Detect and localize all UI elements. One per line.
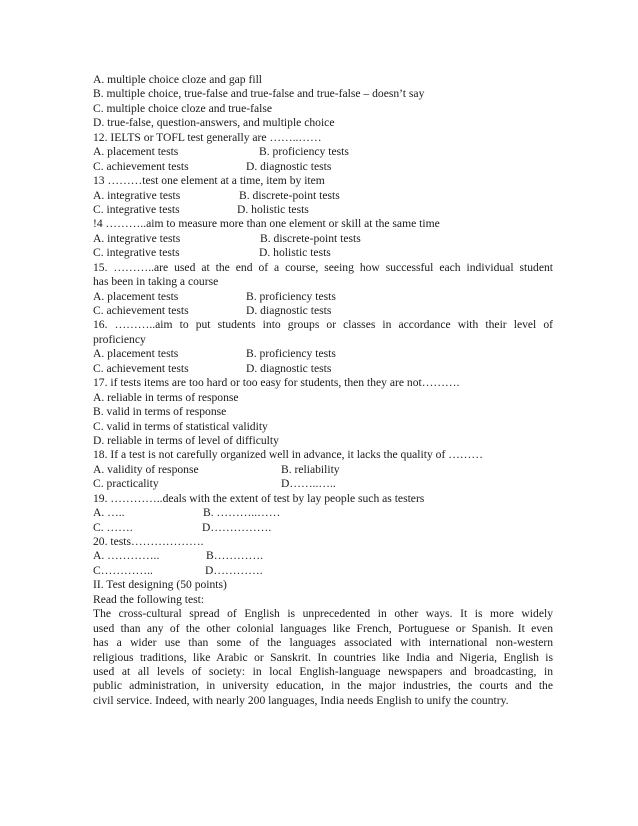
q16-options-ab: [93, 347, 553, 361]
q16-option-b: B. proficiency tests: [246, 347, 336, 361]
q14-option-c: C. integrative tests: [93, 246, 180, 260]
q19-option-d: D…………….: [202, 520, 272, 534]
q13-options-cd: [93, 203, 553, 217]
instruction: Read the following test:: [93, 592, 205, 606]
question-14: !4 ………..aim to measure more than one element or skill at the same time: [93, 217, 440, 231]
passage-line-2: used than any of the other colonial languages like French, Portuguese or Spanish. It even: [93, 621, 553, 635]
q11-option-a: A. multiple choice cloze and gap fill: [93, 73, 263, 86]
q14-options-ab: [93, 232, 553, 246]
q14-option-d: D. holistic tests: [259, 246, 331, 260]
q18-option-c: C. practicality: [93, 477, 159, 491]
q15-option-d: D. diagnostic tests: [246, 304, 332, 317]
q12-option-c: C. achievement tests: [93, 159, 189, 173]
q15-option-a: A. placement tests: [93, 289, 179, 303]
q17-option-a: A. reliable in terms of response: [93, 390, 239, 404]
q20-options-ab: [93, 549, 553, 563]
passage-line-6: public administration, in university education, in the major industries, the courts and the: [93, 679, 553, 693]
q13-option-d: D. holistic tests: [237, 202, 309, 216]
question-15-cont: has been in taking a course: [93, 275, 219, 289]
q17-option-d: D. reliable in terms of level of difficulty: [93, 433, 279, 447]
passage-line-7: civil service. Indeed, with nearly 200 languages, India needs English to unify the country.: [93, 693, 509, 707]
q18-options-cd: [93, 477, 553, 491]
question-17: 17. if tests items are too hard or too easy for students, then they are not……….: [93, 376, 460, 390]
q12-options-cd: [93, 160, 553, 174]
q20-option-a: A. …………..: [93, 549, 160, 563]
q12-option-b: B. proficiency tests: [259, 145, 349, 159]
q11-option-b: B. multiple choice, true-false and true-false and true-false – doesn’t say: [93, 87, 425, 101]
q18-option-a: A. validity of response: [93, 462, 199, 476]
document-page: [93, 73, 553, 708]
q12-options-ab: [93, 145, 553, 159]
q18-option-b: B. reliability: [281, 462, 340, 476]
q16-option-a: A. placement tests: [93, 347, 179, 361]
q18-options-ab: [93, 463, 553, 477]
question-12: 12. IELTS or TOFL test generally are ……..……: [93, 130, 322, 144]
q20-option-b: B………….: [206, 549, 264, 563]
passage-line-5: used at all levels of society: in local English-language newspapers and broadcasting, in: [93, 664, 553, 678]
q14-options-cd: [93, 246, 553, 260]
q19-option-a: A. …..: [93, 506, 125, 520]
q15-option-c: C. achievement tests: [93, 304, 189, 317]
question-16: 16. ………..aim to put students into groups or classes in accordance with their level of: [93, 318, 553, 332]
q12-option-d: D. diagnostic tests: [246, 159, 332, 173]
question-13: 13 ………test one element at a time, item by item: [93, 174, 325, 188]
q17-option-b: B. valid in terms of response: [93, 405, 227, 419]
q19-options-cd: [93, 521, 553, 535]
q13-option-a: A. integrative tests: [93, 188, 181, 202]
q19-option-c: C. …….: [93, 520, 133, 534]
q13-options-ab: [93, 189, 553, 203]
q13-option-b: B. discrete-point tests: [239, 188, 340, 202]
q16-option-d: D. diagnostic tests: [246, 361, 332, 375]
q15-option-b: B. proficiency tests: [246, 289, 336, 303]
q15-options-ab: [93, 290, 553, 304]
q16-option-c: C. achievement tests: [93, 361, 189, 375]
question-19: 19. …………..deals with the extent of test by lay people such as testers: [93, 491, 425, 505]
q12-option-a: A. placement tests: [93, 145, 179, 159]
q11-option-d: D. true-false, question-answers, and multiple choice: [93, 116, 335, 130]
passage-line-1: The cross-cultural spread of English is unprecedented in other ways. It is more widely: [93, 607, 553, 621]
q20-option-c: C…………..: [93, 563, 153, 577]
q19-option-b: B. ………..……: [203, 506, 281, 520]
section-heading: II. Test designing (50 points): [93, 578, 227, 592]
question-20: 20. tests……………….: [93, 535, 204, 548]
q14-option-a: A. integrative tests: [93, 231, 181, 245]
q19-options-ab: [93, 506, 553, 520]
question-15: 15. ………..are used at the end of a course, seeing how successful each individual student: [93, 260, 553, 274]
passage-line-4: religious traditions, like Arabic or Sanskrit. In countries like India and Nigeria, English is: [93, 650, 553, 664]
q20-options-cd: [93, 564, 553, 578]
question-16-cont: proficiency: [93, 332, 146, 346]
q16-options-cd: [93, 362, 553, 376]
q13-option-c: C. integrative tests: [93, 202, 180, 216]
q11-option-c: C. multiple choice cloze and true-false: [93, 101, 272, 115]
q20-option-d: D………….: [205, 563, 263, 577]
question-18: 18. If a test is not carefully organized well in advance, it lacks the quality of ………: [93, 448, 483, 462]
q14-option-b: B. discrete-point tests: [260, 231, 361, 245]
q17-option-c: C. valid in terms of statistical validity: [93, 419, 268, 433]
q15-options-cd: [93, 304, 553, 318]
q18-option-d: D……..…..: [281, 477, 336, 491]
passage-line-3: has a wider use than some of the languages associated with international non-western: [93, 636, 553, 650]
